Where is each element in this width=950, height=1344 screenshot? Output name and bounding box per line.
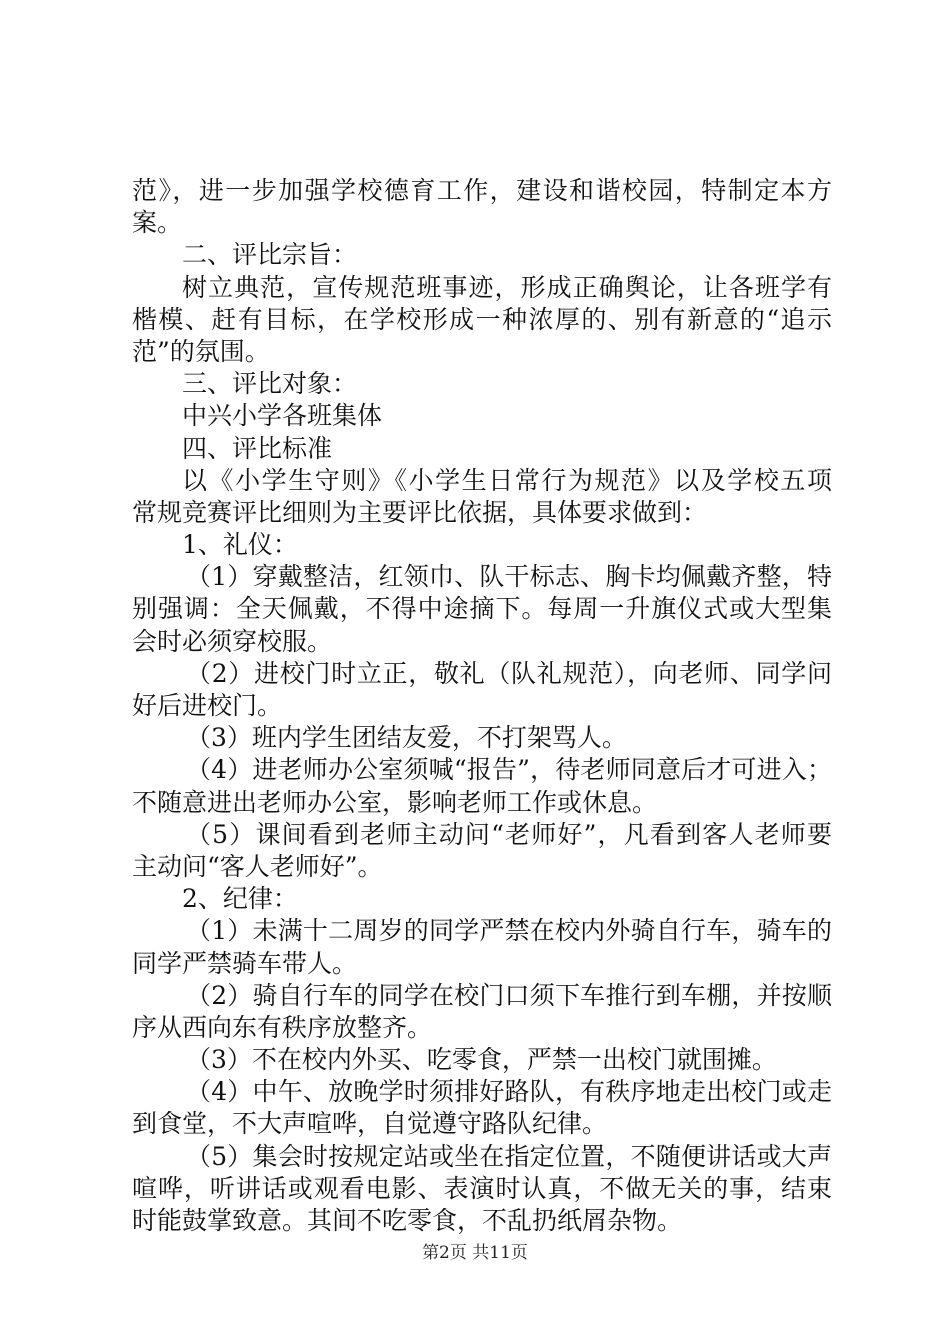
text-line: 好后进校门。 xyxy=(132,691,283,720)
text-line: 会时必须穿校服。 xyxy=(132,626,333,656)
text-line: （4）进老师办公室须喊“报告”，待老师同意后才可进入； xyxy=(186,755,832,785)
text-line: （1）穿戴整洁，红领巾、队干标志、胸卡均佩戴齐整，特 xyxy=(186,562,832,592)
text-line: 三、评比对象： xyxy=(182,369,358,399)
text-line: 主动问“客人老师好”。 xyxy=(132,851,383,881)
text-line: （3）不在校内外买、吃零食，严禁一出校门就围摊。 xyxy=(186,1045,777,1075)
text-line: 二、评比宗旨： xyxy=(182,240,358,270)
text-line: 范”的氛围。 xyxy=(132,336,270,366)
text-line: 四、评比标准 xyxy=(182,433,333,463)
text-line: （1）未满十二周岁的同学严禁在校内外骑自行车，骑车的 xyxy=(186,916,832,946)
document-body xyxy=(132,175,832,1237)
text-line: （4）中午、放晚学时须排好路队，有秩序地走出校门或走 xyxy=(186,1077,832,1107)
text-line: 范》，进一步加强学校德育工作，建设和谐校园，特制定本方 xyxy=(132,176,832,205)
text-line: 序从西向东有秩序放整齐。 xyxy=(132,1012,433,1042)
text-line: 到食堂，不大声喧哗，自觉遵守路队纪律。 xyxy=(132,1109,608,1139)
text-line: （3）班内学生团结友爱，不打架骂人。 xyxy=(186,723,627,753)
text-line: （2）进校门时立正，敬礼（队礼规范），向老师、同学问 xyxy=(186,658,832,688)
text-line: 楷模、赶有目标，在学校形成一种浓厚的、别有新意的“追示 xyxy=(132,304,832,334)
text-line: 1、礼仪： xyxy=(182,530,298,560)
text-line: 以《小学生守则》《小学生日常行为规范》以及学校五项 xyxy=(182,465,832,495)
text-line: 别强调：全天佩戴，不得中途摘下。每周一升旗仪式或大型集 xyxy=(132,594,832,624)
text-line: 喧哗，听讲话或观看电影、表演时认真，不做无关的事，结束 xyxy=(132,1173,832,1203)
text-line: （2）骑自行车的同学在校门口须下车推行到车棚，并按顺 xyxy=(186,980,832,1010)
text-line: 同学严禁骑车带人。 xyxy=(132,948,358,978)
text-line: （5）集会时按规定站或坐在指定位置，不随便讲话或大声 xyxy=(186,1141,832,1171)
text-line: 不随意进出老师办公室，影响老师工作或休息。 xyxy=(132,787,658,817)
text-line: 中兴小学各班集体 xyxy=(182,401,383,431)
text-line: 树立典范，宣传规范班事迹，形成正确舆论，让各班学有 xyxy=(182,272,832,302)
text-line: （5）课间看到老师主动问“老师好”，凡看到客人老师要 xyxy=(186,819,832,849)
page-footer: 第2页 共11页 xyxy=(422,1243,528,1263)
text-line: 常规竞赛评比细则为主要评比依据，具体要求做到： xyxy=(132,497,708,527)
text-line: 时能鼓掌致意。其间不吃零食，不乱扔纸屑杂物。 xyxy=(132,1206,683,1235)
text-line: 2、纪律： xyxy=(182,884,298,914)
text-line: 案。 xyxy=(132,208,183,238)
